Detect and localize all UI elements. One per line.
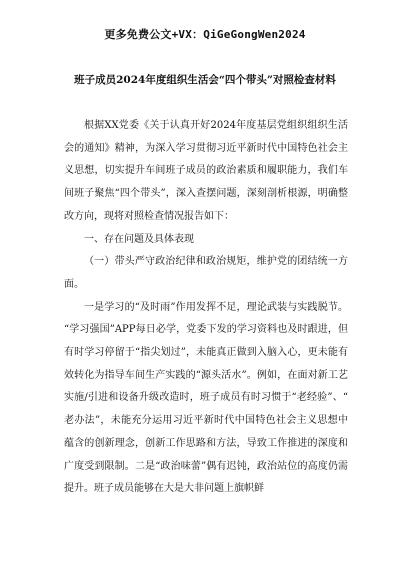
intro-paragraph: 根据XX党委《关于认真开好2024年度基层党组织组织生活会的通知》精神，为深入学习贯彻习近平新时代中国特色社会主义思想，切实提升车间班子成员的政治素质和履职能力，我们车间班子聚焦“四个带头”，深入查摆问题，深刻剖析根源，明确整改方向，现将对照检查情况报告如下： bbox=[64, 120, 348, 222]
document-body bbox=[64, 115, 348, 501]
subsection-heading: （一）带头严守政治纪律和政治规矩，维护党的团结统一方面。 bbox=[64, 256, 348, 290]
section-heading: 一、存在问题及具体表现 bbox=[84, 233, 194, 245]
document-title: 班子成员2024年度组织生活会“四个带头”对照检查材料 bbox=[74, 74, 336, 86]
body-paragraph: 一是学习的“及时雨”作用发挥不足，理论武装与实践脱节。“学习强国”APP每日必学，党委下发的学习资料也及时跟进，但有时学习停留于“指尖划过”，未能真正做到入脑入心，更未能有效转化为指导车间生产实践的“源头活水”。例如，在面对新工艺实施/引进和设备升级改造时，班子成员有时习惯于“老经验”、“老办法”，未能充分运用习近平新时代中国特色社会主义思想中蕴含的创新理念，创新工作思路和方法，导致工作推进的深度和广度受到限制。二是“政治味蕾”偶有迟钝，政治站位的高度仍需提升。班子成员能够在大是大非问题上旗帜鲜 bbox=[64, 301, 348, 495]
watermark-header: 更多免费公文+VX：QiGeGongWen2024 bbox=[104, 28, 306, 41]
